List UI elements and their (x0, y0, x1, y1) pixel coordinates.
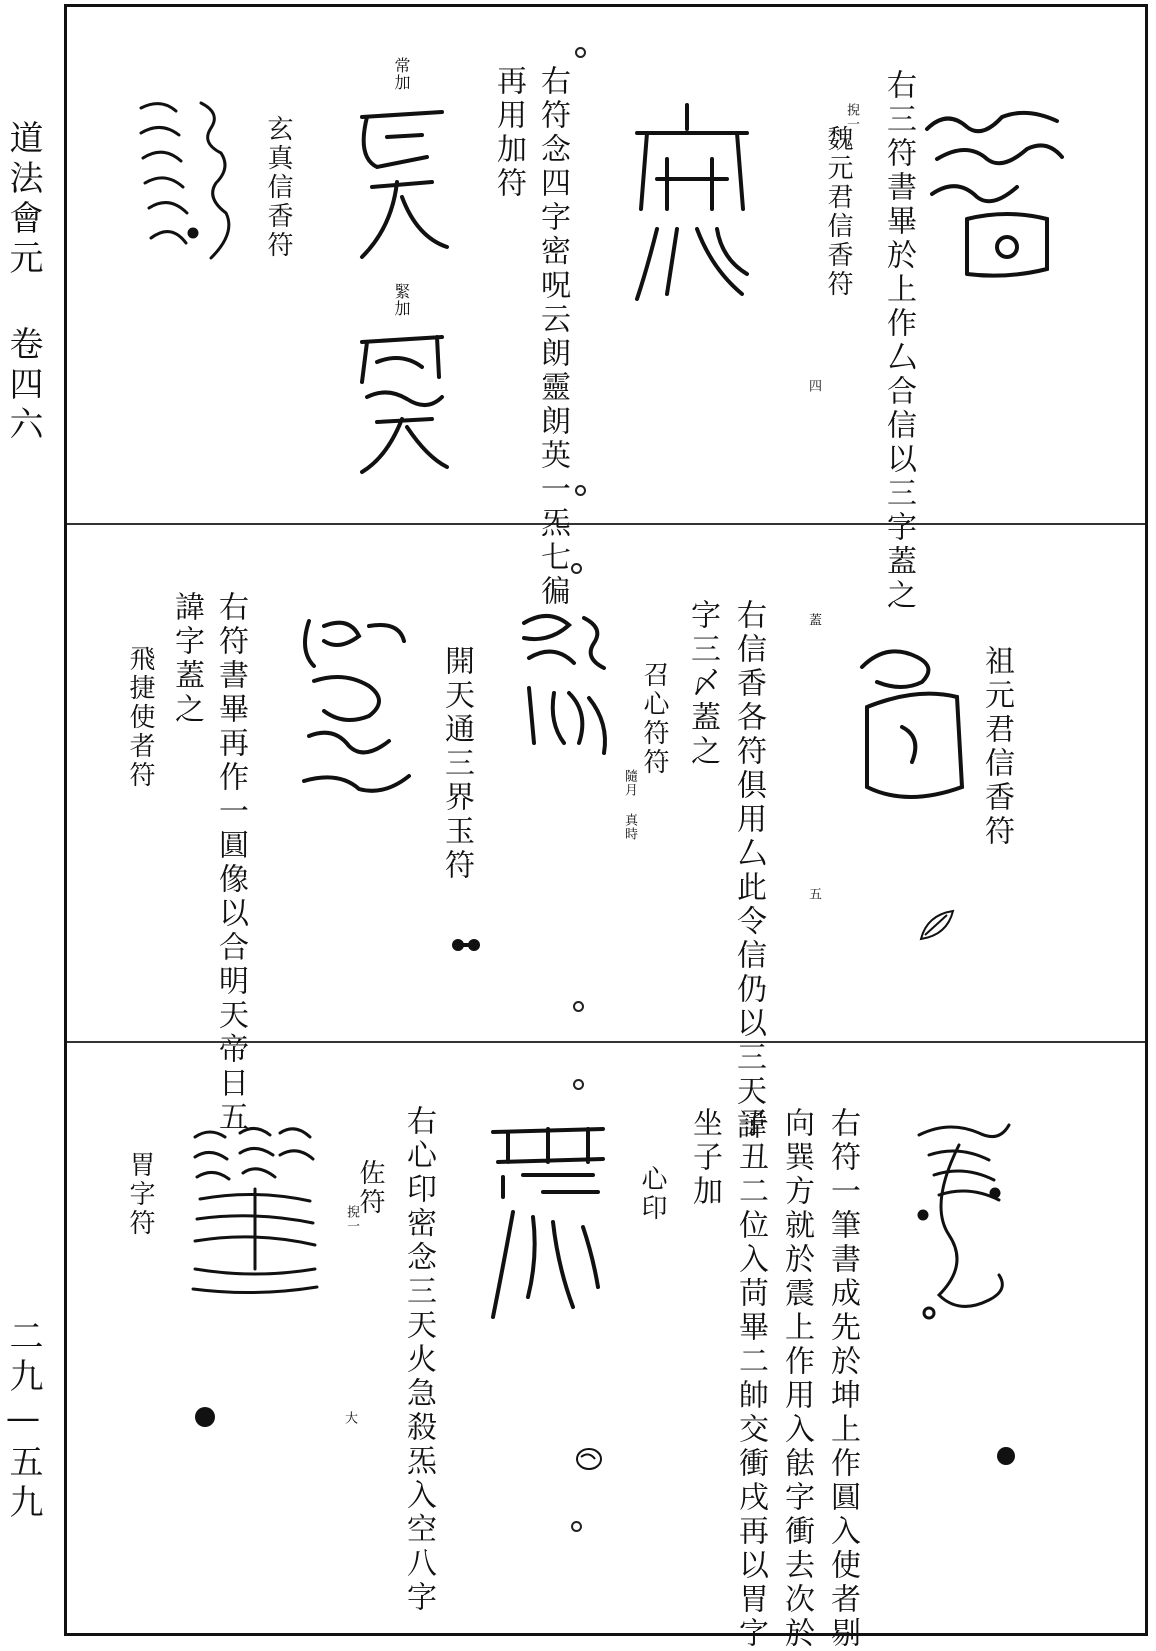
text-col-s2-4: 召心符符 (639, 661, 669, 777)
note-s2-b: 五 (806, 887, 821, 901)
label-s1-b: 緊加 (392, 283, 411, 317)
talisman-s2-b (509, 603, 619, 763)
ring-mark-s2-top (571, 563, 582, 574)
text-col-s2-2: 右信香各符俱用厶此令信仍以三天諱 (731, 599, 766, 1143)
talisman-s3-a (909, 1115, 1019, 1325)
talisman-s3-b (483, 1117, 613, 1327)
label-s1-a: 常加 (392, 57, 411, 91)
text-col-s1-3: 右符念四字密呪云朗靈朗英一炁七徧 (535, 65, 570, 609)
text-col-s1-4: 再用加符 (491, 65, 526, 201)
ring-mark-s1-bottom (575, 485, 586, 496)
note-s3-b: 大 (342, 1411, 357, 1425)
ring-mark-s2-bottom (573, 1001, 584, 1012)
page-number: 二九—五九 (3, 1318, 43, 1524)
note-s2-c: 隨月 真時 (622, 769, 637, 841)
text-col-s2-3: 字三〆蓋之 (685, 599, 720, 769)
text-col-s3-3: 子丑二位入苘畢二帥交衝戌再以胃字 (733, 1107, 768, 1651)
talisman-s2-c (289, 611, 419, 801)
text-col-s3-2: 向巽方就於震上作用入䏻字衝去次於 (779, 1107, 814, 1651)
text-col-s3-8: 胃字符 (125, 1151, 155, 1238)
talisman-s1-c (347, 97, 457, 267)
text-col-s3-6: 右心印密念三天火急殺炁入空八字 (401, 1105, 436, 1615)
text-col-s2-5: 開天通三界玉符 (439, 645, 474, 883)
text-col-s1-5: 玄真信香符 (263, 115, 293, 260)
text-col-s3-7: 佐符 (355, 1159, 385, 1217)
note-s2-a: 蓋 (806, 613, 821, 627)
talisman-s1-e (131, 93, 241, 273)
talisman-s1-d (347, 327, 457, 477)
note-s1-2b: 四 (806, 379, 821, 393)
book-title: 道法會元 卷四六 (3, 120, 43, 446)
text-col-s2-8: 飛捷使者符 (125, 645, 155, 790)
text-col-s1-1: 右三符書畢於上作厶合信以三字蓋之 (881, 69, 916, 613)
talisman-s3-c (185, 1119, 325, 1299)
text-col-s2-1: 祖元君信香符 (979, 645, 1014, 849)
note-s1-2: 掜一 (844, 103, 859, 131)
text-col-s3-1: 右符一筆書成先於坤上作圓入使者剔 (825, 1107, 860, 1651)
talisman-s2-a (847, 637, 977, 817)
text-col-s2-6: 右符書畢再作一圓像以合明天帝日五 (213, 591, 248, 1135)
text-col-s2-7: 諱字蓋之 (169, 591, 204, 727)
ring-mark-s3-bottom (571, 1521, 582, 1532)
talisman-s1-b (627, 99, 757, 309)
eye-mark (451, 937, 481, 953)
ink-dot-s3-left (195, 1407, 215, 1427)
swirl-mark (575, 1447, 603, 1471)
section-divider-1 (67, 523, 1145, 525)
text-col-s3-4: 坐子加 (687, 1107, 722, 1209)
talisman-s1-a (907, 99, 1077, 289)
leaf-mark (917, 907, 957, 943)
text-col-s3-5: 心印 (637, 1165, 667, 1223)
note-s3-a: 掜一 (344, 1205, 359, 1233)
page-frame (64, 4, 1148, 1651)
text-col-s1-2: 魏元君信香符 (823, 125, 853, 299)
ink-dot-s3-right (997, 1447, 1015, 1465)
ring-mark-s1-top (575, 47, 586, 58)
ring-mark-s3-top (573, 1079, 584, 1090)
